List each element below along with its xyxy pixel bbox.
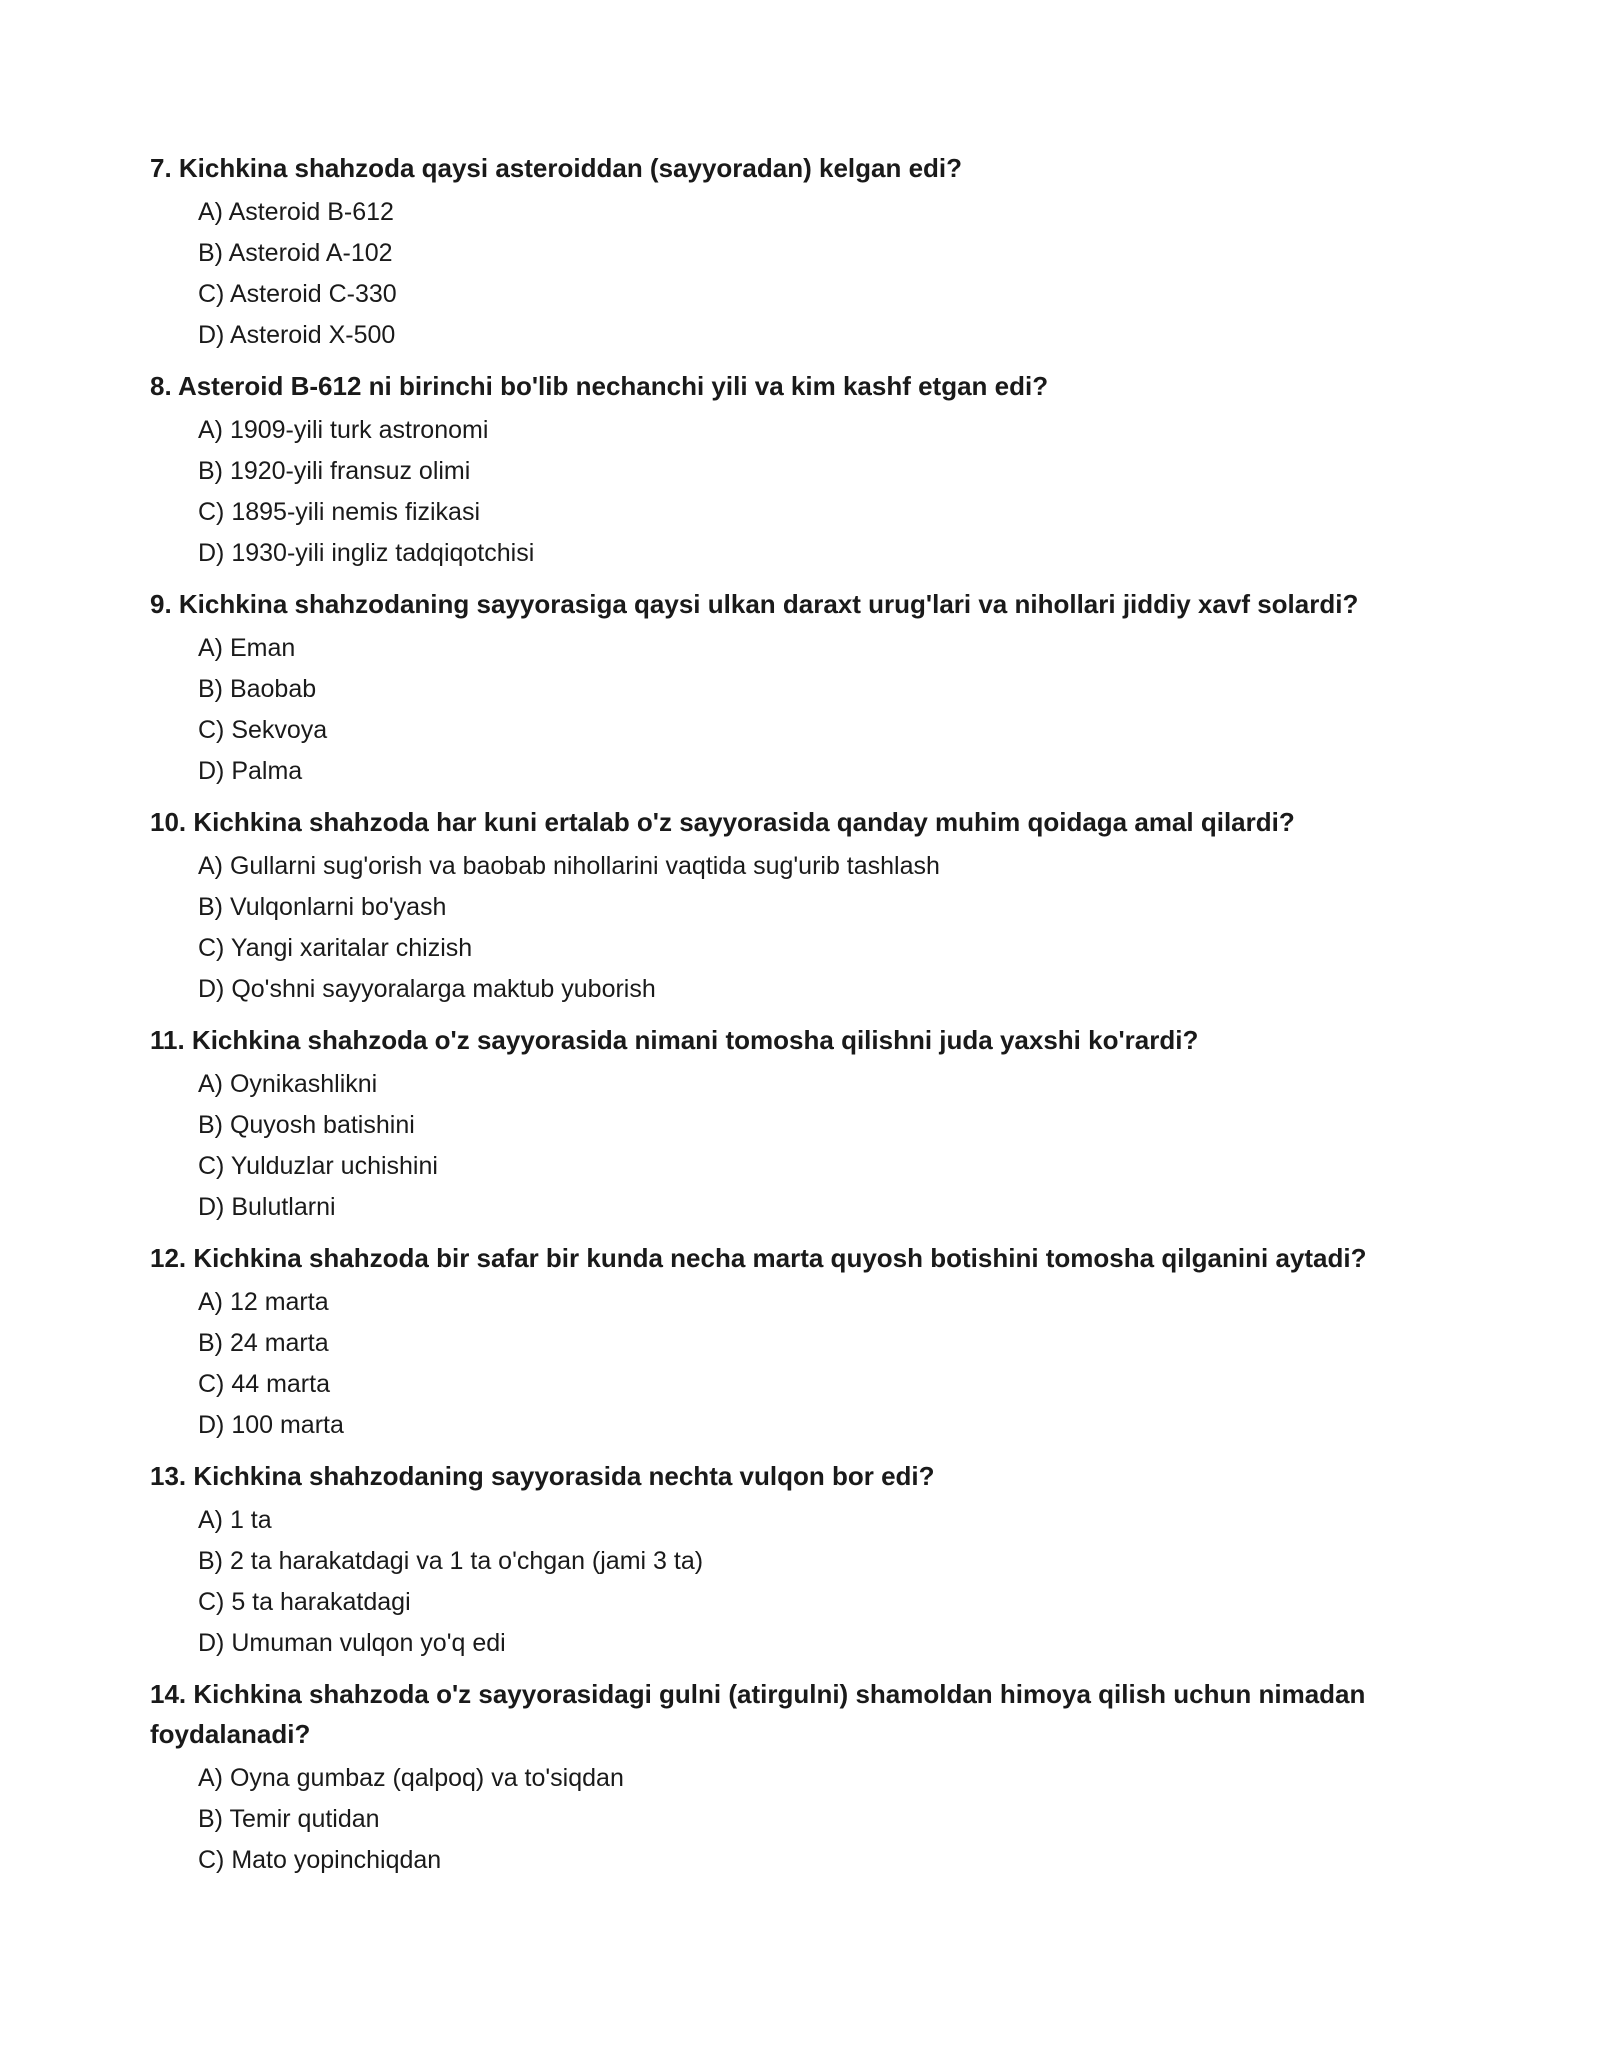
question-title: 7. Kichkina shahzoda qaysi asteroiddan (sayyoradan) kelgan edi? bbox=[150, 153, 963, 183]
answer-option: D) Bulutlarni bbox=[198, 1193, 336, 1221]
answer-option: B) 1920-yili fransuz olimi bbox=[198, 457, 471, 485]
answer-option: C) Sekvoya bbox=[198, 716, 328, 744]
answer-options bbox=[150, 1758, 1470, 1881]
question-14 bbox=[150, 1674, 1470, 1881]
question-title: 11. Kichkina shahzoda o'z sayyorasida nimani tomosha qilishni juda yaxshi ko'rardi? bbox=[150, 1025, 1199, 1055]
answer-option: C) Asteroid C-330 bbox=[198, 280, 397, 308]
answer-options bbox=[150, 1064, 1470, 1228]
question-title: 9. Kichkina shahzodaning sayyorasiga qaysi ulkan daraxt urug'lari va nihollari jiddiy xavf solardi? bbox=[150, 589, 1359, 619]
question-10 bbox=[150, 802, 1470, 1010]
answer-option: C) Yulduzlar uchishini bbox=[198, 1152, 438, 1180]
question-13 bbox=[150, 1456, 1470, 1664]
question-8 bbox=[150, 366, 1470, 574]
answer-option: A) Gullarni sug'orish va baobab nihollarini vaqtida sug'urib tashlash bbox=[198, 852, 940, 880]
question-9 bbox=[150, 584, 1470, 792]
question-11 bbox=[150, 1020, 1470, 1228]
answer-option: C) 1895-yili nemis fizikasi bbox=[198, 498, 481, 526]
answer-option: D) 1930-yili ingliz tadqiqotchisi bbox=[198, 539, 535, 567]
answer-option: A) Oynikashlikni bbox=[198, 1070, 378, 1098]
document-page bbox=[150, 148, 1470, 1881]
answer-option: B) Temir qutidan bbox=[198, 1805, 380, 1833]
answer-option: B) 24 marta bbox=[198, 1329, 329, 1357]
question-title: 14. Kichkina shahzoda o'z sayyorasidagi gulni (atirgulni) shamoldan himoya qilish uchun nimadan foydalanadi? bbox=[150, 1679, 1366, 1749]
answer-option: B) 2 ta harakatdagi va 1 ta o'chgan (jami 3 ta) bbox=[198, 1547, 704, 1575]
answer-option: B) Vulqonlarni bo'yash bbox=[198, 893, 447, 921]
question-title: 10. Kichkina shahzoda har kuni ertalab o'z sayyorasida qanday muhim qoidaga amal qilardi? bbox=[150, 807, 1295, 837]
question-title: 12. Kichkina shahzoda bir safar bir kunda necha marta quyosh botishini tomosha qilganini aytadi? bbox=[150, 1243, 1367, 1273]
answer-option: A) 12 marta bbox=[198, 1288, 329, 1316]
answer-option: D) Umuman vulqon yo'q edi bbox=[198, 1629, 506, 1657]
answer-option: B) Asteroid A-102 bbox=[198, 239, 393, 267]
question-12 bbox=[150, 1238, 1470, 1446]
answer-option: A) 1909-yili turk astronomi bbox=[198, 416, 489, 444]
answer-option: D) 100 marta bbox=[198, 1411, 344, 1439]
answer-options bbox=[150, 628, 1470, 792]
answer-options bbox=[150, 846, 1470, 1010]
answer-option: C) Mato yopinchiqdan bbox=[198, 1846, 442, 1874]
answer-option: D) Palma bbox=[198, 757, 303, 785]
answer-options bbox=[150, 1282, 1470, 1446]
answer-option: B) Baobab bbox=[198, 675, 317, 703]
answer-option: C) 44 marta bbox=[198, 1370, 330, 1398]
answer-option: A) Eman bbox=[198, 634, 296, 662]
question-title: 13. Kichkina shahzodaning sayyorasida nechta vulqon bor edi? bbox=[150, 1461, 935, 1491]
answer-options bbox=[150, 1500, 1470, 1664]
question-title: 8. Asteroid B-612 ni birinchi bo'lib nechanchi yili va kim kashf etgan edi? bbox=[150, 371, 1049, 401]
answer-option: C) Yangi xaritalar chizish bbox=[198, 934, 473, 962]
answer-option: B) Quyosh batishini bbox=[198, 1111, 415, 1139]
question-7 bbox=[150, 148, 1470, 356]
answer-option: A) 1 ta bbox=[198, 1506, 272, 1534]
answer-option: C) 5 ta harakatdagi bbox=[198, 1588, 411, 1616]
answer-options bbox=[150, 192, 1470, 356]
answer-options bbox=[150, 410, 1470, 574]
answer-option: A) Oyna gumbaz (qalpoq) va to'siqdan bbox=[198, 1764, 624, 1792]
answer-option: D) Asteroid X-500 bbox=[198, 321, 396, 349]
answer-option: A) Asteroid B-612 bbox=[198, 198, 394, 226]
answer-option: D) Qo'shni sayyoralarga maktub yuborish bbox=[198, 975, 656, 1003]
